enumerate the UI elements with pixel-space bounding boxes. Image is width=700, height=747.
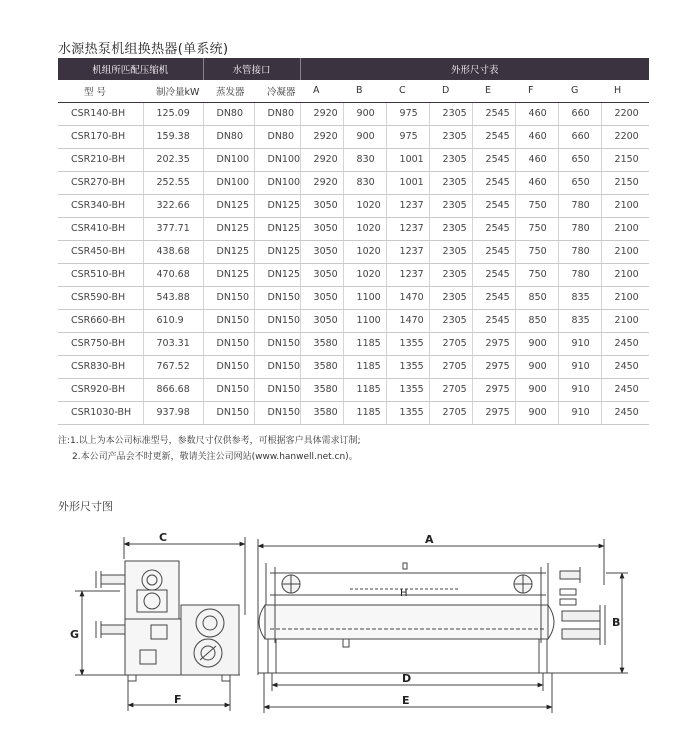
col-capacity: 制冷量kW	[143, 80, 203, 102]
table-cell: DN80	[203, 102, 254, 125]
table-cell: DN150	[254, 355, 300, 378]
table-row	[58, 378, 649, 401]
model-cell: CSR510-BH	[58, 263, 143, 286]
col-d: D	[429, 80, 472, 102]
col-g: G	[558, 80, 601, 102]
label-b: B	[612, 616, 621, 629]
table-cell: 460	[515, 148, 558, 171]
model-cell: CSR590-BH	[58, 286, 143, 309]
table-cell: 2450	[601, 378, 649, 401]
table-cell: 660	[558, 125, 601, 148]
table-cell: 650	[558, 148, 601, 171]
table-cell: 830	[343, 171, 386, 194]
model-cell: CSR920-BH	[58, 378, 143, 401]
table-cell: 2545	[472, 125, 515, 148]
table-cell: DN150	[203, 332, 254, 355]
table-cell: DN125	[203, 240, 254, 263]
table-cell: 850	[515, 286, 558, 309]
table-cell: 1001	[386, 148, 429, 171]
table-cell: 460	[515, 125, 558, 148]
model-cell: CSR340-BH	[58, 194, 143, 217]
label-d: D	[402, 672, 412, 685]
table-cell: 1100	[343, 286, 386, 309]
table-cell: DN125	[254, 263, 300, 286]
table-cell: 3050	[300, 263, 343, 286]
table-cell: 3050	[300, 309, 343, 332]
table-cell: 2545	[472, 240, 515, 263]
group-pipe: 水管接口	[203, 58, 300, 80]
label-h: H	[400, 588, 408, 599]
table-row	[58, 102, 649, 125]
table-cell: 1185	[343, 378, 386, 401]
table-cell: 2545	[472, 263, 515, 286]
table-cell: 2305	[429, 171, 472, 194]
table-cell: DN100	[254, 171, 300, 194]
table-cell: 937.98	[143, 401, 203, 424]
table-cell: DN80	[203, 125, 254, 148]
model-cell: CSR750-BH	[58, 332, 143, 355]
table-cell: 910	[558, 401, 601, 424]
table-cell: 975	[386, 125, 429, 148]
col-h: H	[601, 80, 649, 102]
model-cell: CSR1030-BH	[58, 401, 143, 424]
table-cell: 470.68	[143, 263, 203, 286]
label-g: G	[70, 628, 80, 641]
table-row	[58, 148, 649, 171]
table-cell: 159.38	[143, 125, 203, 148]
table-cell: DN125	[254, 240, 300, 263]
table-cell: 1355	[386, 378, 429, 401]
table-cell: 780	[558, 217, 601, 240]
table-cell: 1237	[386, 263, 429, 286]
model-cell: CSR140-BH	[58, 102, 143, 125]
table-cell: 2975	[472, 378, 515, 401]
table-cell: 2305	[429, 102, 472, 125]
table-cell: 660	[558, 102, 601, 125]
model-cell: CSR170-BH	[58, 125, 143, 148]
table-cell: 750	[515, 263, 558, 286]
table-cell: 767.52	[143, 355, 203, 378]
note-2: 2.本公司产品会不时更新，敬请关注公司网站(www.hanwell.net.cn)。	[72, 452, 358, 462]
table-cell: 1185	[343, 355, 386, 378]
table-cell: DN80	[254, 102, 300, 125]
model-cell: CSR660-BH	[58, 309, 143, 332]
table-cell: 835	[558, 309, 601, 332]
col-c: C	[386, 80, 429, 102]
table-column-header	[58, 80, 649, 102]
table-cell: 3050	[300, 286, 343, 309]
table-cell: 2100	[601, 309, 649, 332]
table-cell: 2150	[601, 171, 649, 194]
table-cell: 650	[558, 171, 601, 194]
table-cell: 1020	[343, 240, 386, 263]
table-cell: 2705	[429, 401, 472, 424]
table-cell: 610.9	[143, 309, 203, 332]
table-cell: 202.35	[143, 148, 203, 171]
table-cell: 3580	[300, 401, 343, 424]
col-evaporator: 蒸发器	[203, 80, 254, 102]
table-group-header	[58, 58, 649, 80]
model-cell: CSR450-BH	[58, 240, 143, 263]
table-cell: 2545	[472, 309, 515, 332]
table-cell: 3050	[300, 240, 343, 263]
table-cell: DN100	[203, 171, 254, 194]
table-cell: 2920	[300, 102, 343, 125]
table-cell: 3580	[300, 378, 343, 401]
table-cell: 900	[343, 102, 386, 125]
table-cell: 780	[558, 240, 601, 263]
table-cell: 2545	[472, 217, 515, 240]
table-cell: 2305	[429, 240, 472, 263]
table-row	[58, 401, 649, 424]
table-row	[58, 240, 649, 263]
model-cell: CSR270-BH	[58, 171, 143, 194]
table-cell: 3580	[300, 355, 343, 378]
label-e: E	[402, 694, 410, 707]
table-cell: 910	[558, 355, 601, 378]
col-f: F	[515, 80, 558, 102]
table-row	[58, 217, 649, 240]
table-cell: 1001	[386, 171, 429, 194]
table-cell: DN125	[203, 194, 254, 217]
col-b: B	[343, 80, 386, 102]
table-cell: DN150	[203, 286, 254, 309]
model-cell: CSR410-BH	[58, 217, 143, 240]
table-cell: 900	[515, 355, 558, 378]
table-cell: DN150	[254, 378, 300, 401]
table-row	[58, 194, 649, 217]
table-cell: 2975	[472, 401, 515, 424]
label-c: C	[159, 531, 168, 544]
table-cell: DN100	[203, 148, 254, 171]
table-cell: 1237	[386, 194, 429, 217]
table-cell: 910	[558, 332, 601, 355]
table-cell: 2450	[601, 401, 649, 424]
end-view	[75, 537, 245, 711]
table-cell: 2305	[429, 194, 472, 217]
col-model: 型 号	[58, 80, 143, 102]
table-row	[58, 125, 649, 148]
table-cell: DN150	[254, 332, 300, 355]
table-cell: 2920	[300, 171, 343, 194]
table-cell: 1185	[343, 332, 386, 355]
table-cell: 2545	[472, 194, 515, 217]
dimension-table	[58, 58, 649, 425]
table-cell: 900	[515, 401, 558, 424]
table-cell: 830	[343, 148, 386, 171]
table-cell: 2305	[429, 263, 472, 286]
table-cell: 703.31	[143, 332, 203, 355]
label-a: A	[425, 533, 434, 546]
group-compressor: 机组所匹配压缩机	[58, 58, 203, 80]
table-cell: 377.71	[143, 217, 203, 240]
table-cell: 2305	[429, 309, 472, 332]
table-cell: 780	[558, 194, 601, 217]
table-cell: 2150	[601, 148, 649, 171]
note-1: 注:1.以上为本公司标准型号，参数尺寸仅供参考，可根据客户具体需求订制;	[58, 436, 361, 446]
table-cell: 2920	[300, 125, 343, 148]
table-cell: DN150	[203, 355, 254, 378]
table-cell: 2100	[601, 194, 649, 217]
table-cell: 1237	[386, 240, 429, 263]
table-cell: 866.68	[143, 378, 203, 401]
table-cell: 460	[515, 102, 558, 125]
col-a: A	[300, 80, 343, 102]
table-cell: DN125	[254, 217, 300, 240]
table-cell: 2305	[429, 125, 472, 148]
table-cell: 900	[515, 378, 558, 401]
table-row	[58, 171, 649, 194]
table-cell: 975	[386, 102, 429, 125]
table-cell: DN125	[203, 217, 254, 240]
table-cell: 2450	[601, 355, 649, 378]
table-cell: 2545	[472, 102, 515, 125]
table-cell: 1185	[343, 401, 386, 424]
table-cell: 750	[515, 194, 558, 217]
table-cell: DN80	[254, 125, 300, 148]
table-cell: 2705	[429, 355, 472, 378]
table-cell: 900	[343, 125, 386, 148]
table-cell: 910	[558, 378, 601, 401]
table-cell: 3050	[300, 217, 343, 240]
table-cell: 2100	[601, 240, 649, 263]
table-cell: 2545	[472, 286, 515, 309]
table-cell: DN150	[203, 309, 254, 332]
table-cell: 2545	[472, 171, 515, 194]
table-row	[58, 332, 649, 355]
side-view	[258, 539, 628, 713]
table-cell: 3580	[300, 332, 343, 355]
col-e: E	[472, 80, 515, 102]
table-cell: 900	[515, 332, 558, 355]
table-cell: DN150	[203, 401, 254, 424]
table-cell: 1020	[343, 194, 386, 217]
table-cell: 2705	[429, 332, 472, 355]
table-cell: 125.09	[143, 102, 203, 125]
table-cell: DN125	[203, 263, 254, 286]
table-cell: 2450	[601, 332, 649, 355]
table-cell: 1020	[343, 217, 386, 240]
model-cell: CSR830-BH	[58, 355, 143, 378]
table-cell: 850	[515, 309, 558, 332]
table-cell: 780	[558, 263, 601, 286]
table-cell: 543.88	[143, 286, 203, 309]
table-cell: 3050	[300, 194, 343, 217]
table-cell: 2975	[472, 355, 515, 378]
col-condenser: 冷凝器	[254, 80, 300, 102]
drawing-title: 外形尺寸图	[58, 500, 113, 513]
table-cell: DN100	[254, 148, 300, 171]
group-dimensions: 外形尺寸表	[300, 58, 649, 80]
table-cell: 1355	[386, 401, 429, 424]
table-cell: 322.66	[143, 194, 203, 217]
table-row	[58, 263, 649, 286]
table-cell: 1470	[386, 309, 429, 332]
table-row	[58, 286, 649, 309]
table-row	[58, 309, 649, 332]
table-cell: 2200	[601, 102, 649, 125]
table-cell: DN125	[254, 194, 300, 217]
table-cell: 1020	[343, 263, 386, 286]
table-row	[58, 355, 649, 378]
table-cell: 2545	[472, 148, 515, 171]
table-cell: 2975	[472, 332, 515, 355]
table-cell: 2100	[601, 263, 649, 286]
table-cell: 2200	[601, 125, 649, 148]
notes	[58, 433, 361, 465]
table-cell: 1355	[386, 332, 429, 355]
table-cell: 2305	[429, 148, 472, 171]
table-cell: 438.68	[143, 240, 203, 263]
label-f: F	[174, 693, 182, 706]
table-cell: 1355	[386, 355, 429, 378]
table-cell: 2305	[429, 217, 472, 240]
page-title: 水源热泵机组换热器(单系统)	[58, 42, 229, 57]
table-cell: 252.55	[143, 171, 203, 194]
table-cell: 2305	[429, 286, 472, 309]
table-cell: 750	[515, 240, 558, 263]
model-cell: CSR210-BH	[58, 148, 143, 171]
table-cell: 1237	[386, 217, 429, 240]
table-cell: 750	[515, 217, 558, 240]
table-cell: 2920	[300, 148, 343, 171]
table-cell: 1470	[386, 286, 429, 309]
table-cell: DN150	[254, 286, 300, 309]
table-cell: 1100	[343, 309, 386, 332]
table-cell: 2100	[601, 286, 649, 309]
table-cell: 2100	[601, 217, 649, 240]
table-cell: DN150	[254, 401, 300, 424]
table-cell: 835	[558, 286, 601, 309]
table-cell: 460	[515, 171, 558, 194]
table-cell: DN150	[203, 378, 254, 401]
table-cell: 2705	[429, 378, 472, 401]
dimension-drawing	[0, 525, 700, 747]
table-cell: DN150	[254, 309, 300, 332]
